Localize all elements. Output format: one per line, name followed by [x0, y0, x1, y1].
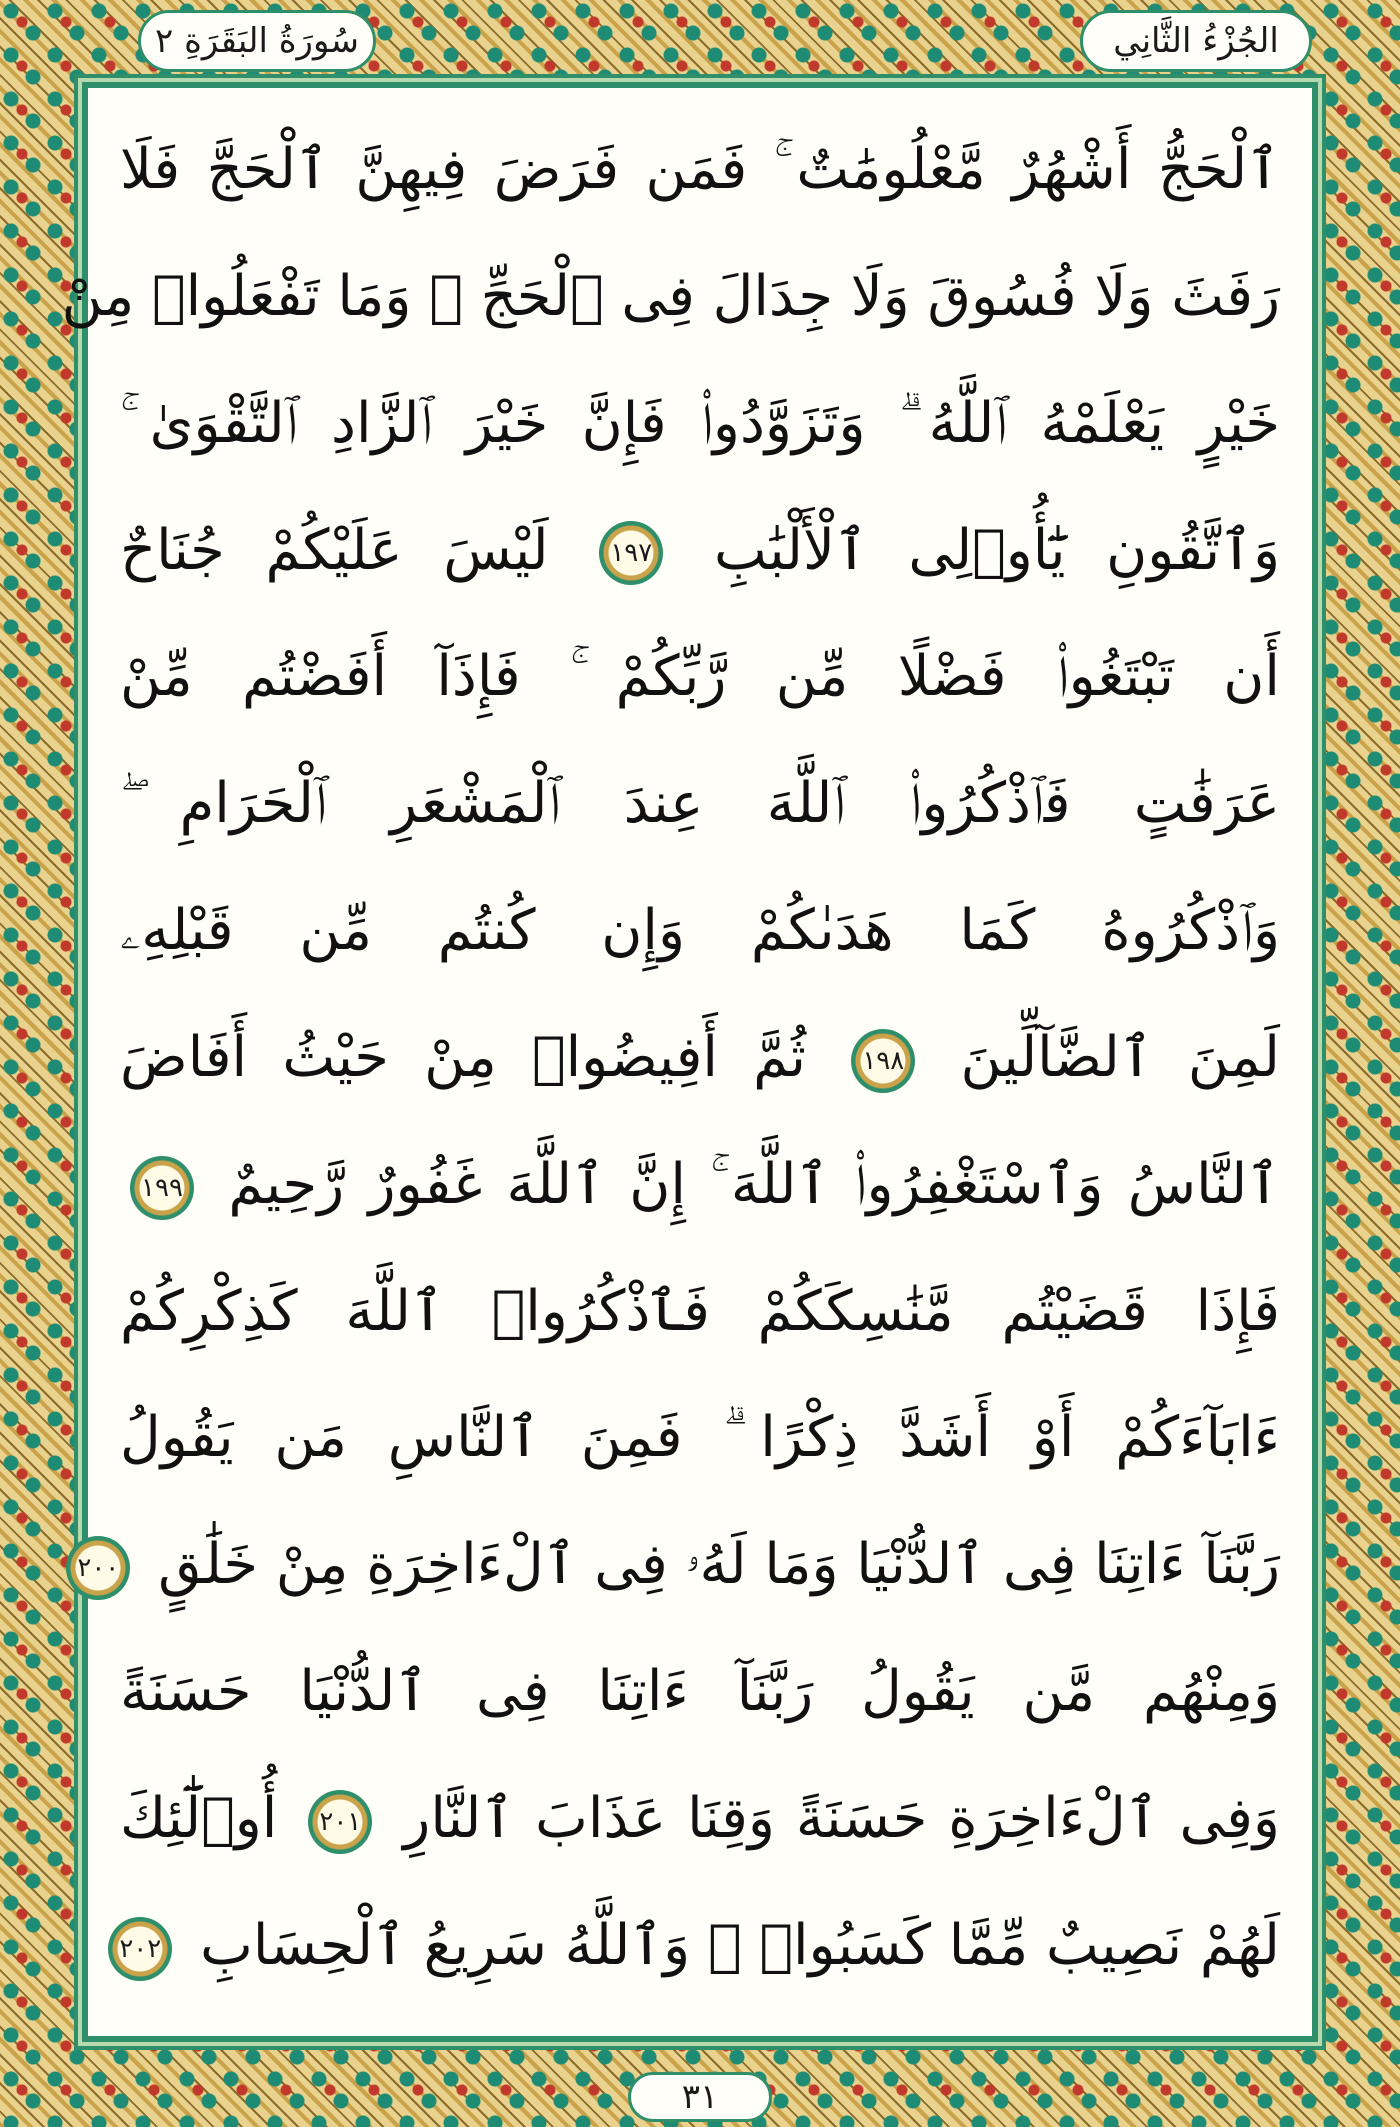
verse-text: ٱلنَّاسُ وَٱسْتَغْفِرُوا۟ ٱللَّهَ ۚ إِنَّ ٱللَّهَ غَفُورٌ رَّحِيمٌ: [228, 1151, 1280, 1217]
ayah-number-marker: ٢٠١: [308, 1790, 372, 1854]
verse-line: [120, 372, 1280, 476]
verse-text: وَفِى ٱلْءَاخِرَةِ حَسَنَةً وَقِنَا عَذَابَ ٱلنَّارِ: [403, 1785, 1280, 1851]
verse-line: [120, 1006, 1280, 1110]
verse-line: [120, 499, 1280, 603]
verse-line: [120, 1260, 1280, 1364]
verse-line: [120, 118, 1280, 222]
verse-text: وَٱذْكُرُوهُ كَمَا هَدَىٰكُمْ وَإِن كُنتُم مِّن قَبْلِهِۦ: [120, 898, 1280, 964]
verse-text: ٱلْحَجُّ أَشْهُرٌ مَّعْلُومَٰتٌ ۚ فَمَن فَرَضَ فِيهِنَّ ٱلْحَجَّ فَلَا: [120, 137, 1280, 202]
verse-text: رَفَثَ وَلَا فُسُوقَ وَلَا جِدَالَ فِى ٱلْحَجِّ ۗ وَمَا تَفْعَلُوا۟ مِنْ: [61, 263, 1280, 329]
verse-line: [120, 879, 1280, 983]
page-number: ٣١: [628, 2072, 772, 2122]
verse-line: [77, 1513, 1280, 1617]
verse-text: وَٱتَّقُونِ يَٰٓأُو۟لِى ٱلْأَلْبَٰبِ: [714, 517, 1280, 583]
verse-text: لَهُمْ نَصِيبٌ مِّمَّا كَسَبُوا۟ ۚ وَٱللَّهُ سَرِيعُ ٱلْحِسَابِ: [200, 1912, 1280, 1978]
verse-line: [120, 1767, 1280, 1871]
ayah-number-marker: ١٩٧: [599, 521, 663, 585]
verse-line: [120, 625, 1280, 729]
ayah-number-marker: ١٩٩: [130, 1156, 194, 1220]
verse-text: فَإِذَا قَضَيْتُم مَّنَٰسِكَكُمْ فَٱذْكُرُوا۟ ٱللَّهَ كَذِكْرِكُمْ: [120, 1278, 1280, 1344]
juz-label: الجُزْءُ الثَّانِي: [1080, 10, 1312, 72]
verse-line: [120, 1640, 1280, 1744]
verse-text: ءَابَآءَكُمْ أَوْ أَشَدَّ ذِكْرًا ۗ فَمِنَ ٱلنَّاسِ مَن يَقُولُ: [120, 1405, 1280, 1471]
ayah-number-marker: ١٩٨: [851, 1029, 915, 1093]
verse-text: لَمِنَ ٱلضَّآلِّينَ: [960, 1024, 1280, 1090]
ayah-number-marker: ٢٠٢: [108, 1917, 172, 1981]
verse-text: أَن تَبْتَغُوا۟ فَضْلًا مِّن رَّبِّكُمْ ۚ فَإِذَآ أَفَضْتُم مِّنْ: [120, 644, 1280, 710]
ayah-number-marker: ٢٠٠: [66, 1536, 130, 1600]
verse-line: [120, 752, 1280, 856]
verse-text-area: [61, 118, 1280, 1998]
verse-text: أُو۟لَٰٓئِكَ: [120, 1785, 278, 1851]
verse-line: [120, 1386, 1280, 1490]
verse-text: لَيْسَ عَلَيْكُمْ جُنَاحٌ: [120, 517, 549, 583]
surah-label: سُورَةُ البَقَرَةِ ٢: [138, 10, 376, 72]
verse-text: عَرَفَٰتٍ فَٱذْكُرُوا۟ ٱللَّهَ عِندَ ٱلْمَشْعَرِ ٱلْحَرَامِ ۖ: [120, 771, 1280, 837]
verse-text: رَبَّنَآ ءَاتِنَا فِى ٱلدُّنْيَا وَمَا لَهُۥ فِى ٱلْءَاخِرَةِ مِنْ خَلَٰقٍ: [158, 1532, 1280, 1598]
verse-line: [61, 245, 1280, 349]
verse-text: ثُمَّ أَفِيضُوا۟ مِنْ حَيْثُ أَفَاضَ: [120, 1024, 807, 1090]
verse-line: [120, 1133, 1280, 1237]
verse-text: وَمِنْهُم مَّن يَقُولُ رَبَّنَآ ءَاتِنَا فِى ٱلدُّنْيَا حَسَنَةً: [120, 1659, 1280, 1725]
verse-text: خَيْرٍ يَعْلَمْهُ ٱللَّهُ ۗ وَتَزَوَّدُوا۟ فَإِنَّ خَيْرَ ٱلزَّادِ ٱلتَّقْوَىٰ ۚ: [120, 390, 1280, 456]
verse-line: [120, 1894, 1280, 1998]
